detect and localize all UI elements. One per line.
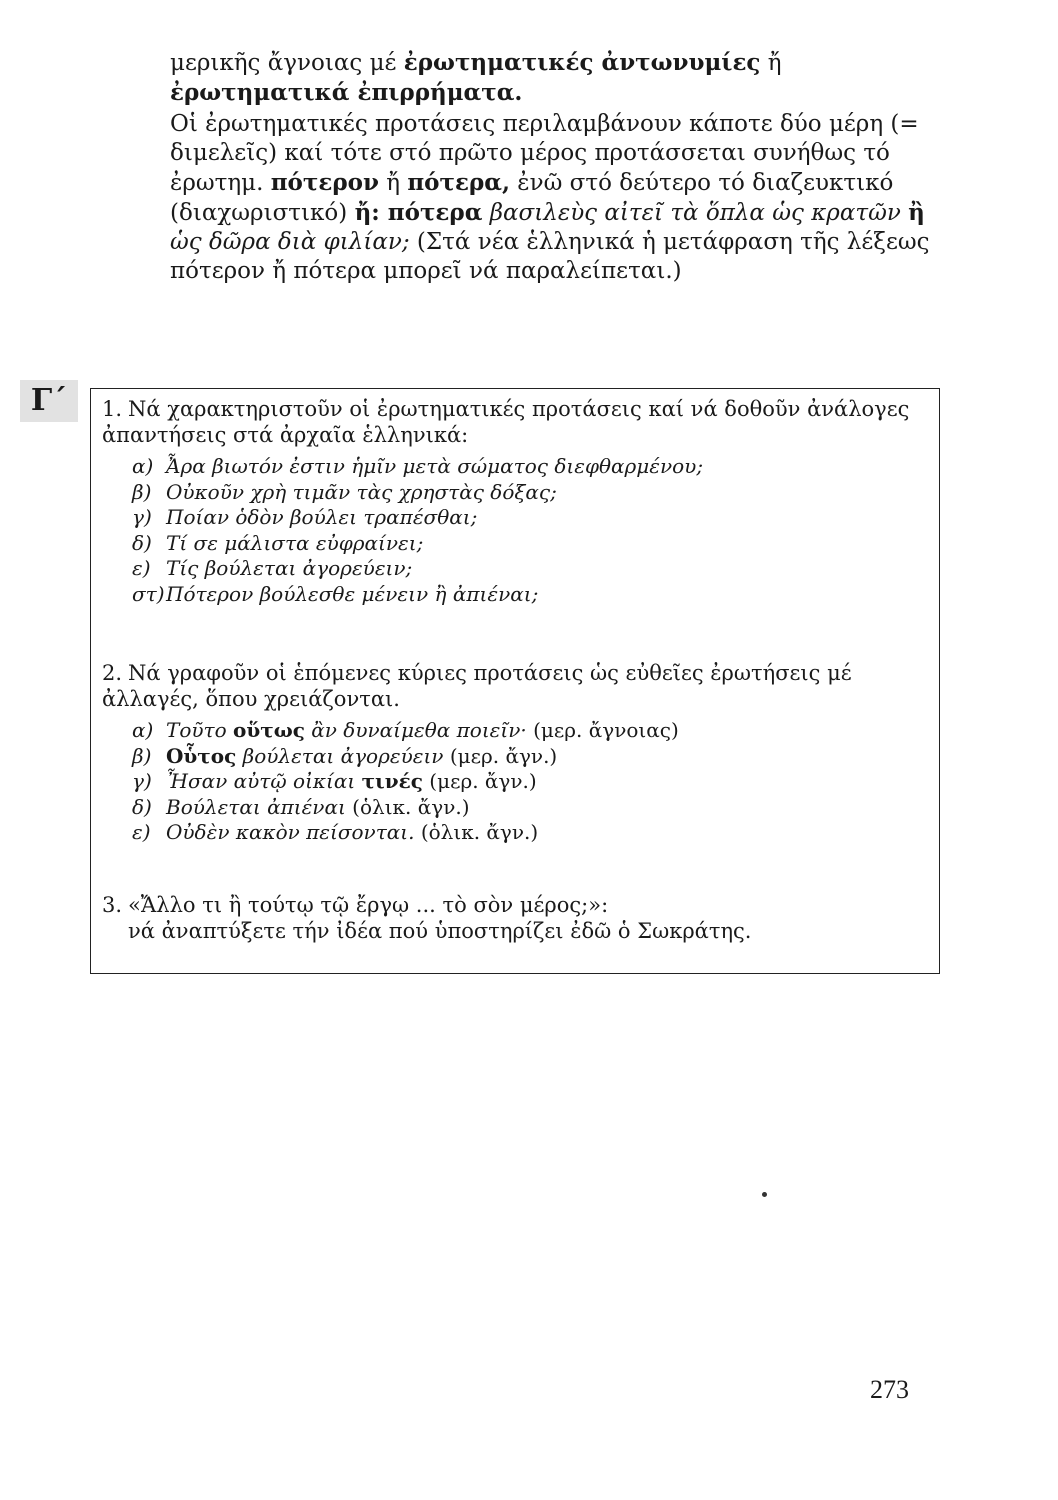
quote-text: «Ἄλλο τι ἢ τούτῳ τῷ ἔργῳ ... τὸ σὸν μέρος;»: <box>128 893 609 917</box>
item-text: βούλεται ἀγορεύειν <box>236 743 444 768</box>
bold-term: πότερα, <box>407 169 510 196</box>
example-text: ὡς δῶρα διὰ φιλίαν; <box>170 229 410 255</box>
item-note: (ὁλικ. ἄγν.) <box>345 794 470 819</box>
exercise-item <box>132 769 932 795</box>
exercise-number: 2. <box>102 661 123 685</box>
bold-word: οὕτως <box>233 718 305 742</box>
exercise-item <box>132 820 932 846</box>
intro-text <box>170 48 950 286</box>
item-label: γ) <box>132 505 152 529</box>
item-text: Τί σε μάλιστα εὐφραίνει; <box>166 530 424 555</box>
prompt-text: Νά χαρακτηριστοῦν οἱ ἐρωτηματικές προτάσεις καί νά δοθοῦν ἀνάλογες ἀπαντήσεις στά ἀρχαῖα ἑλληνικά: <box>102 397 910 447</box>
exercise-item <box>132 531 932 557</box>
exercise-3 <box>102 892 932 944</box>
text: ἤ <box>760 50 782 76</box>
exercise-quote <box>102 892 932 918</box>
intro-paragraph-1 <box>170 48 950 108</box>
example-text: βασιλεὺς αἰτεῖ τὰ ὅπλα ὡς κρατῶν <box>482 200 909 226</box>
item-text: Τοῦτο <box>166 718 234 742</box>
exercise-item <box>132 795 932 821</box>
intro-paragraph-2 <box>170 110 950 286</box>
exercise-item <box>132 556 932 582</box>
item-label: β) <box>132 479 152 504</box>
exercise-item <box>132 454 932 480</box>
exercise-1-items <box>132 454 932 607</box>
bold-word: τινές <box>361 769 423 793</box>
text: (Στά νέα ἑλληνικά ἡ μετάφραση τῆς λέξεως πότερον ἤ πότερα μπορεῖ νά παραλείπεται.) <box>170 229 930 284</box>
exercise-2-items <box>132 718 932 846</box>
item-label: δ) <box>132 530 152 555</box>
item-label: ε) <box>132 820 151 844</box>
page-number: 273 <box>870 1375 909 1404</box>
item-text: ἂν δυναίμεθα ποιεῖν· <box>304 718 527 742</box>
item-label: δ) <box>132 794 152 819</box>
text: Οἱ ἐρωτηματικές προτάσεις περιλαμβάνουν κάποτε δύο μέρη (= διμελεῖς) καί τότε στό πρῶτο μέρος προτάσσεται συνήθως τό ἐρωτημ. <box>170 111 919 196</box>
item-label: α) <box>132 718 154 742</box>
item-text: Ἆρα βιωτόν ἐστιν ἡμῖν μετὰ σώματος διεφθαρμένου; <box>166 454 704 478</box>
exercise-prompt <box>102 660 932 712</box>
item-text: Βούλεται ἀπιέναι <box>166 794 346 819</box>
bold-term: ἢ <box>908 199 925 226</box>
bold-term: ἐρωτηματικά ἐπιρρήματα. <box>170 79 523 106</box>
item-label: β) <box>132 743 152 768</box>
text: ἐνῶ στό δεύτερο τό διαζευκτικό (διαχωριστικό) <box>170 170 894 226</box>
item-note: (ὁλικ. ἄγν.) <box>414 820 539 844</box>
item-label: στ) <box>132 581 165 606</box>
text: μερικῆς ἄγνοιας μέ <box>170 50 404 76</box>
exercise-prompt <box>102 396 932 448</box>
exercise-2 <box>102 660 932 846</box>
item-text: Πότερον βούλεσθε μένειν ἢ ἀπιέναι; <box>166 581 539 606</box>
item-note: (μερ. ἄγν.) <box>422 769 537 793</box>
bold-word: Οὗτος <box>166 743 237 768</box>
item-note: (μερ. ἄγνοιας) <box>526 718 679 742</box>
bold-term: ἐρωτηματικές ἀντωνυμίες <box>403 49 761 76</box>
item-label: α) <box>132 454 154 478</box>
speck <box>762 1192 767 1197</box>
item-label: ε) <box>132 556 151 580</box>
exercise-1 <box>102 396 932 607</box>
item-text: Ἦσαν αὐτῷ οἰκίαι <box>166 769 362 793</box>
bold-term: πότερον <box>270 169 379 196</box>
text: ἤ <box>378 170 408 196</box>
exercise-item <box>132 480 932 506</box>
exercise-item <box>132 582 932 608</box>
item-label: γ) <box>132 769 152 793</box>
prompt-text: Νά γραφοῦν οἱ ἑπόμενες κύριες προτάσεις ὡς εὐθεῖες ἐρωτήσεις μέ ἀλλαγές, ὅπου χρειάζονται. <box>102 661 852 711</box>
exercise-number: 1. <box>102 397 123 421</box>
item-text: Τίς βούλεται ἀγορεύειν; <box>166 556 413 580</box>
item-text: Οὐδὲν κακὸν πείσονται. <box>166 820 415 844</box>
exercise-item <box>132 505 932 531</box>
prompt-text: νά ἀναπτύξετε τήν ἰδέα πού ὑποστηρίζει ἐδῶ ὁ Σωκράτης. <box>128 919 752 943</box>
exercise-item <box>132 718 932 744</box>
bold-term: ἤ: πότερα <box>354 199 483 226</box>
item-text: Οὐκοῦν χρὴ τιμᾶν τὰς χρηστὰς δόξας; <box>166 479 557 504</box>
exercise-item <box>132 744 932 770</box>
item-text: Ποίαν ὁδὸν βούλει τραπέσθαι; <box>166 505 478 529</box>
item-note: (μερ. ἄγν.) <box>443 743 558 768</box>
exercise-number: 3. <box>102 893 123 917</box>
section-label: Γ΄ <box>20 380 78 422</box>
